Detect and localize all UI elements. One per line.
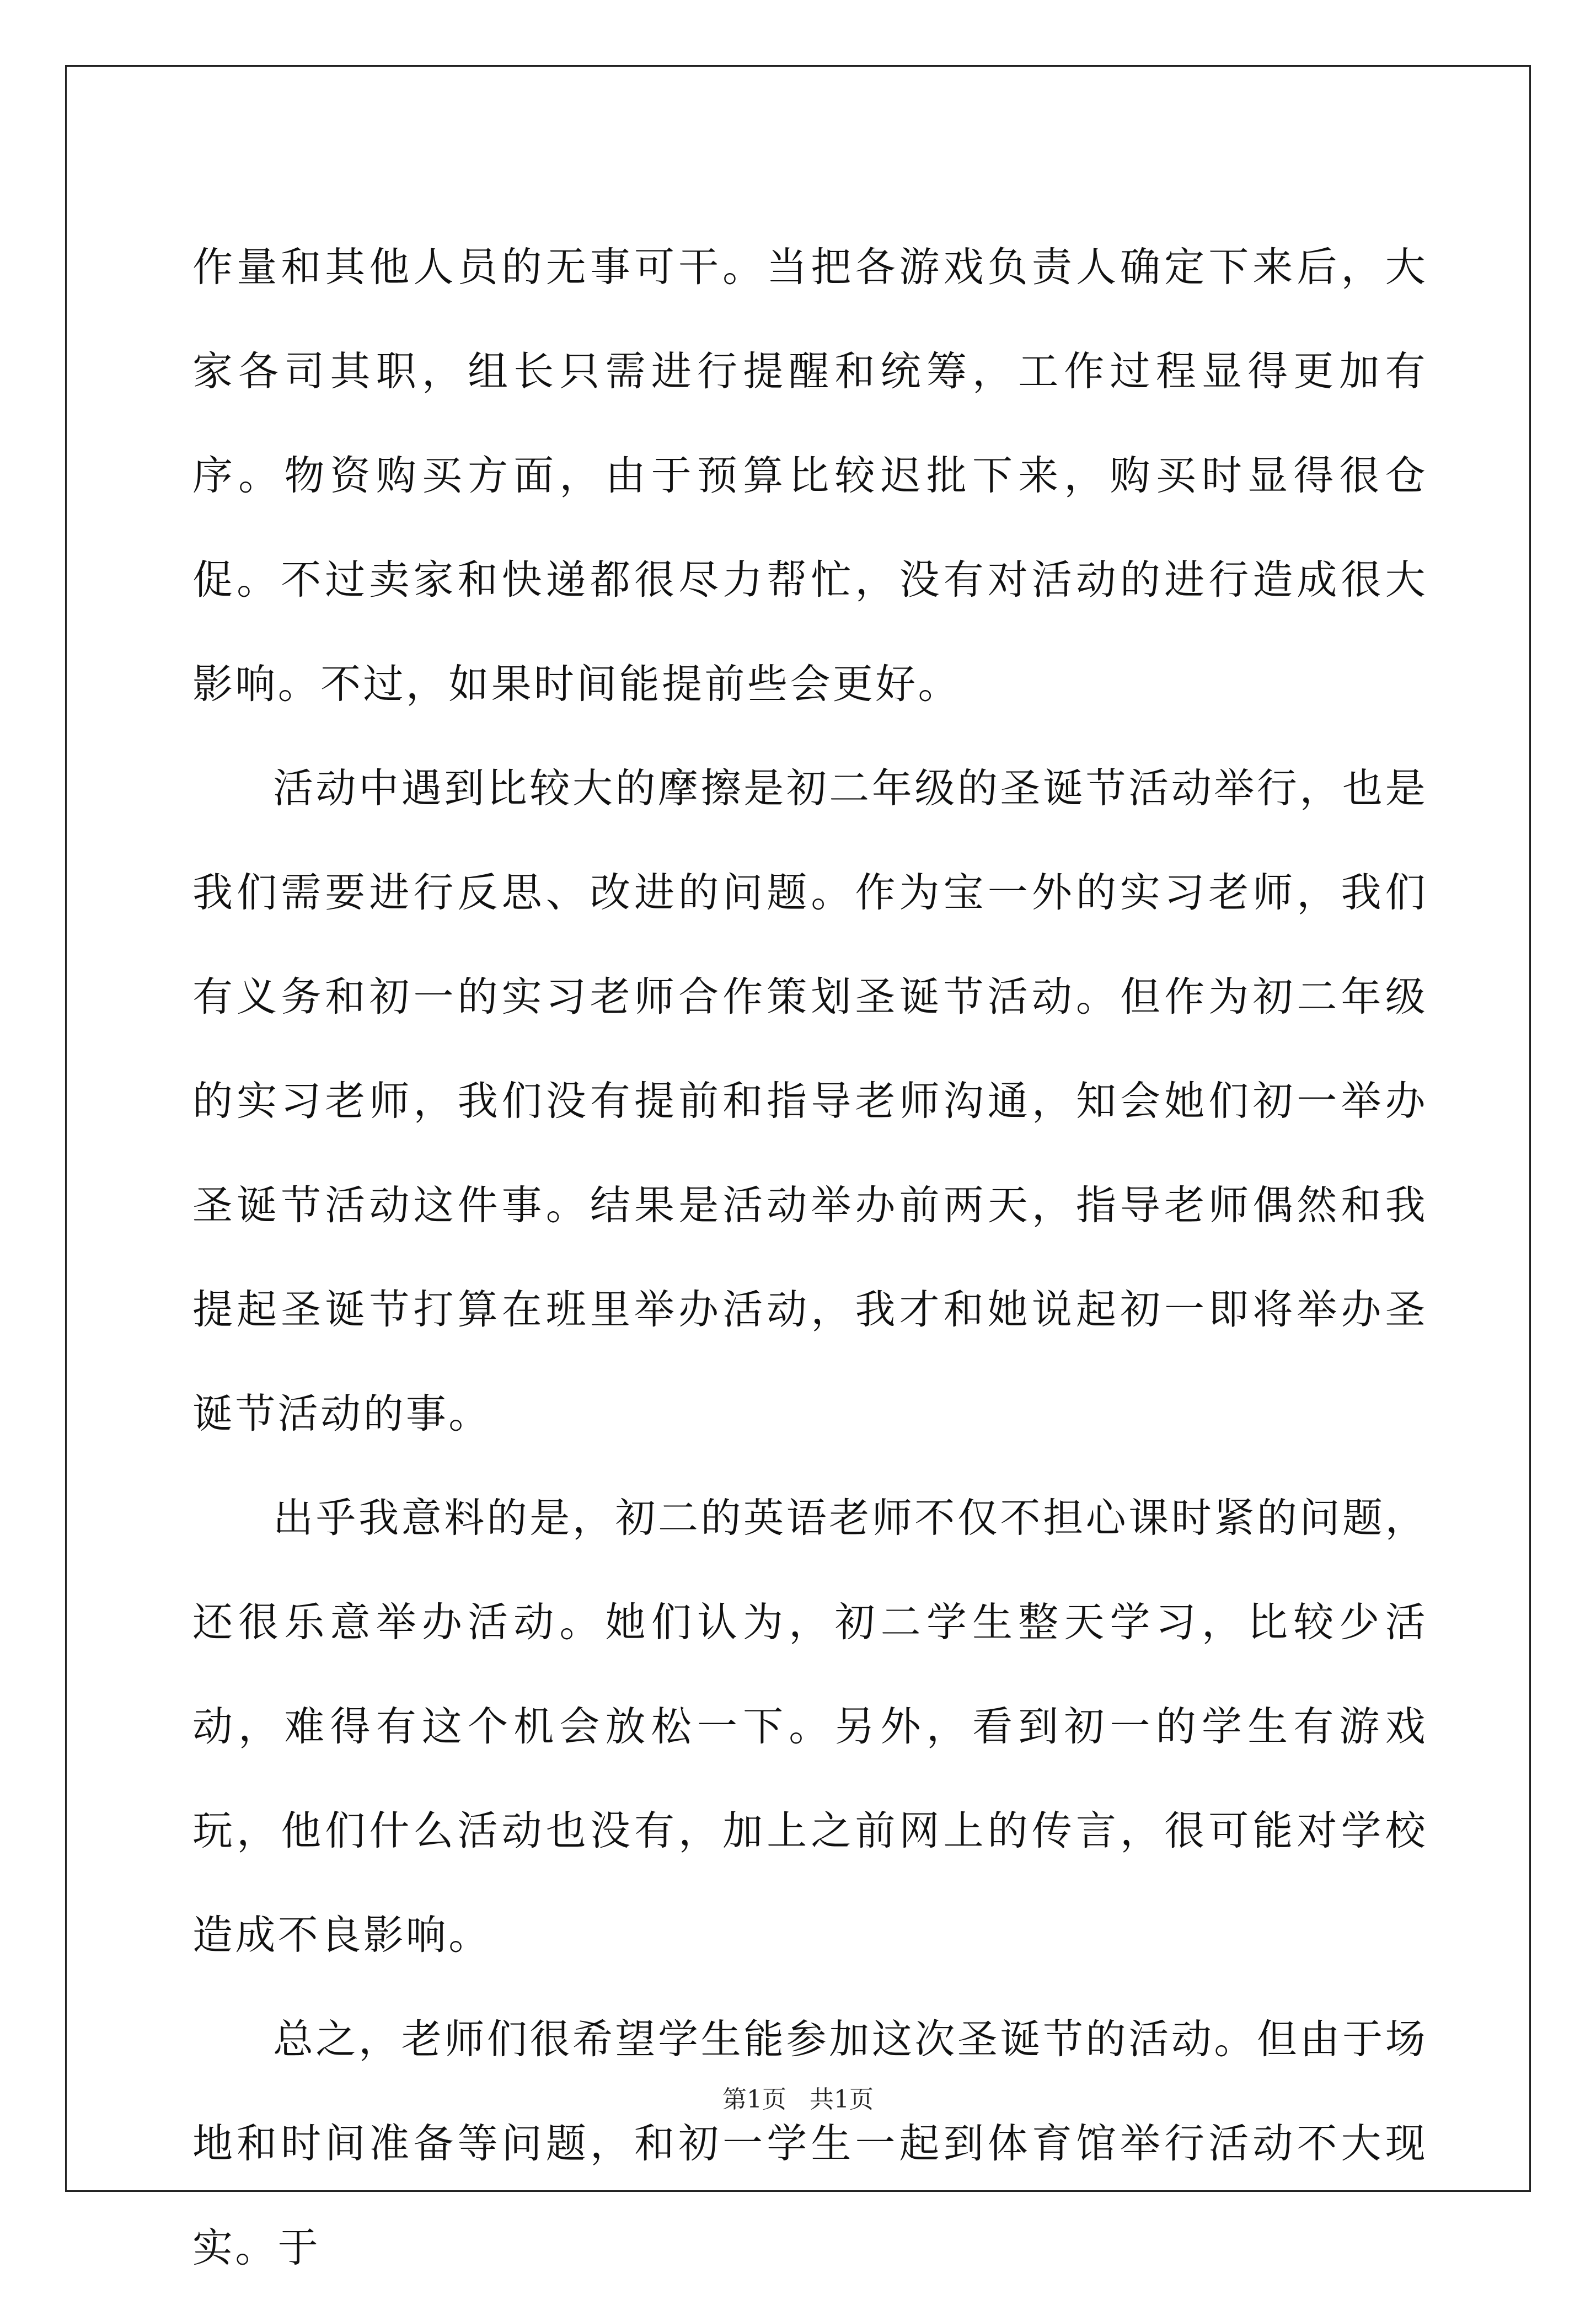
paragraph-4: 总之，老师们很希望学生能参加这次圣诞节的活动。但由于场地和时间准备等问题，和初一学生一起到体育馆举行活动不大现实。于 xyxy=(192,2016,1428,2271)
paragraph-3: 出乎我意料的是，初二的英语老师不仅不担心课时紧的问题，还很乐意举办活动。她们认为，初二学生整天学习，比较少活动，难得有这个机会放松一下。另外，看到初一的学生有游戏玩，他们什么活动也没有，加上之前网上的传言，很可能对学校造成不良影响。 xyxy=(192,1495,1428,1959)
paragraph-2: 活动中遇到比较大的摩擦是初二年级的圣诞节活动举行，也是我们需要进行反思、改进的问题。作为宝一外的实习老师，我们有义务和初一的实习老师合作策划圣诞节活动。但作为初二年级的实习老师，我们没有提前和指导老师沟通，知会她们初一举办圣诞节活动这件事。结果是活动举办前两天，指导老师偶然和我提起圣诞节打算在班里举办活动，我才和她说起初一即将举办圣诞节活动的事。 xyxy=(192,765,1428,1437)
paragraph-1: 作量和其他人员的无事可干。当把各游戏负责人确定下来后，大家各司其职，组长只需进行提醒和统筹，工作过程显得更加有序。物资购买方面，由于预算比较迟批下来，购买时显得很仓促。不过卖家和快递都很尽力帮忙，没有对活动的进行造成很大影响。不过，如果时间能提前些会更好。 xyxy=(192,244,1428,708)
page-footer: 第1页 共1页 xyxy=(722,2085,874,2114)
document-body xyxy=(192,215,1428,2300)
